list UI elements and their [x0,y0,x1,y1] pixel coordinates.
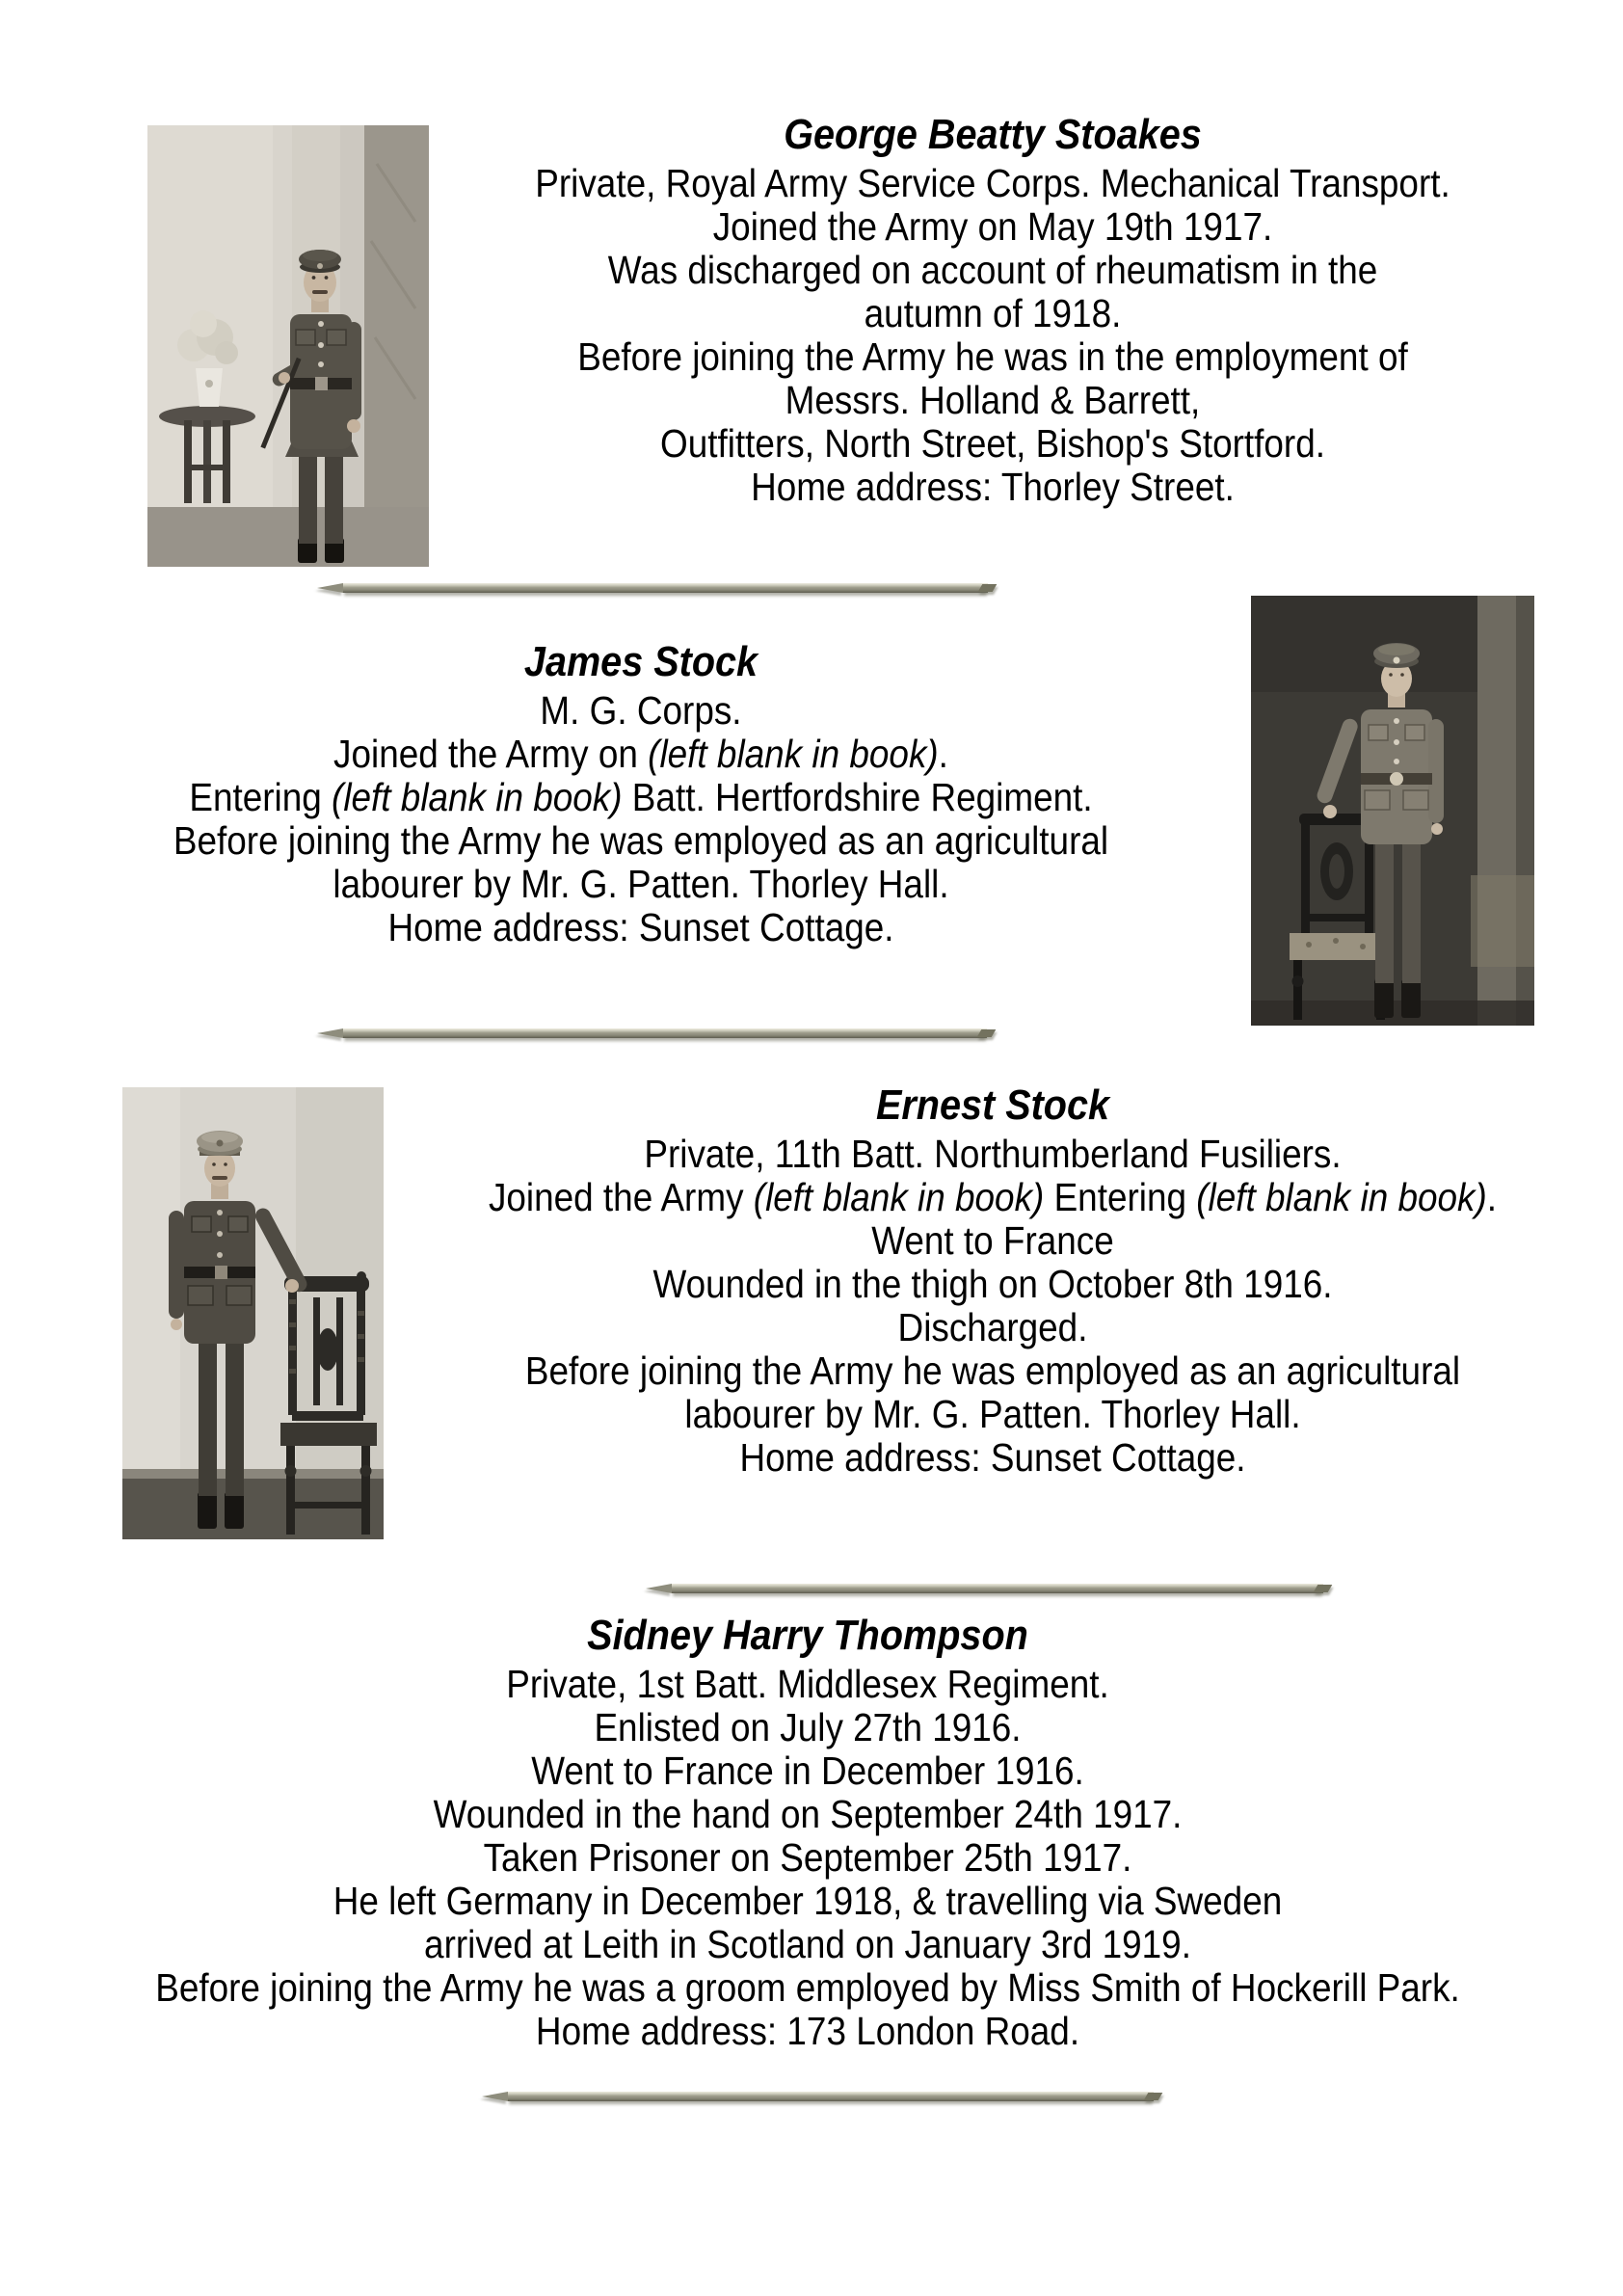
bio-line [446,1306,1539,1349]
text-segment: (left blank in book) [648,732,939,776]
text-segment: Home address: Thorley Street. [751,465,1235,509]
ernest-stock-photo [122,1087,384,1539]
text-segment: arrived at Leith in Scotland on January 3rd 1919. [424,1922,1191,1966]
text-segment: Went to France [871,1218,1114,1263]
bio-line [148,1749,1467,1793]
bio-line [148,1706,1467,1749]
bio-line [446,1393,1539,1436]
text-segment: Entering [1044,1175,1197,1219]
text-segment: . [938,732,948,776]
bio-line [455,466,1530,509]
bio-line [94,906,1187,949]
bio-line [94,863,1187,906]
text-segment: (left blank in book) [1196,1175,1487,1219]
section-divider [343,583,988,593]
text-segment: He left Germany in December 1918, & travelling via Sweden [333,1879,1283,1923]
bio-line [94,819,1187,863]
text-segment: Messrs. Holland & Barrett, [785,378,1201,422]
soldier-portrait-image [122,1087,384,1539]
text-segment: Private, 1st Batt. Middlesex Regiment. [506,1662,1109,1706]
james-stock-photo [1251,596,1534,1026]
bio-line [446,1133,1539,1176]
bio-line [455,292,1530,335]
george-beatty-stoakes-photo [147,125,429,567]
text-segment: autumn of 1918. [864,291,1122,335]
bio-title: George Beatty Stoakes [784,111,1202,158]
text-segment: Home address: 173 London Road. [535,2009,1080,2053]
text-segment: Before joining the Army he was employed as an agricultural [524,1348,1461,1393]
bio-section-ernest-stock [386,1083,1600,1480]
bio-line [148,1880,1467,1923]
text-segment: Wounded in the thigh on October 8th 1916. [652,1262,1333,1306]
text-segment: labourer by Mr. G. Patten. Thorley Hall. [333,862,949,906]
text-segment: (left blank in book) [753,1175,1045,1219]
bio-line [455,162,1530,205]
bio-title: Ernest Stock [875,1081,1110,1129]
bio-title: Sidney Harry Thompson [587,1612,1028,1659]
text-segment: Home address: Sunset Cottage. [387,905,894,949]
bio-line [446,1176,1539,1219]
bio-line [455,249,1530,292]
section-divider [343,1028,987,1038]
text-segment: Was discharged on account of rheumatism in the [607,248,1378,292]
bio-line [446,1436,1539,1480]
soldier-portrait-image [147,125,429,567]
soldier-portrait-image [1251,596,1534,1026]
section-divider [508,2092,1154,2101]
text-segment: Joined the Army [488,1175,754,1219]
bio-line [455,205,1530,249]
text-segment: Outfitters, North Street, Bishop's Stortford. [660,421,1325,466]
bio-line [94,689,1187,733]
text-segment: (left blank in book) [332,775,623,819]
bio-line [148,1793,1467,1836]
bio-line [94,776,1187,819]
text-segment: labourer by Mr. G. Patten. Thorley Hall. [684,1392,1301,1436]
text-segment: Entering [189,775,333,819]
text-segment: Batt. Hertfordshire Regiment. [622,775,1093,819]
bio-line [94,733,1187,776]
text-segment: Enlisted on July 27th 1916. [594,1705,1022,1749]
text-segment: Private, Royal Army Service Corps. Mechanical Transport. [535,161,1450,205]
text-segment: Before joining the Army he was a groom employed by Miss Smith of Hockerill Park. [155,1965,1460,2010]
bio-title: James Stock [523,638,758,685]
text-segment: Wounded in the hand on September 24th 1917. [433,1792,1183,1836]
text-segment: Joined the Army on May 19th 1917. [712,204,1273,249]
text-segment: Went to France in December 1916. [531,1749,1084,1793]
text-segment: Taken Prisoner on September 25th 1917. [483,1835,1132,1880]
text-segment: . [1486,1175,1498,1219]
bio-line [455,335,1530,379]
bio-line [446,1263,1539,1306]
bio-line [446,1349,1539,1393]
text-segment: Before joining the Army he was employed as an agricultural [173,818,1109,863]
bio-line [455,422,1530,466]
bio-section-george-beatty-stoakes [395,113,1590,509]
bio-line [446,1219,1539,1263]
bio-section-sidney-harry-thompson [75,1614,1540,2053]
section-divider [672,1584,1323,1593]
bio-line [148,1663,1467,1706]
text-segment: Discharged. [897,1305,1088,1349]
text-segment: Before joining the Army he was in the employment of [577,334,1408,379]
bio-line [148,2010,1467,2053]
bio-line [148,1836,1467,1880]
text-segment: Home address: Sunset Cottage. [739,1435,1246,1480]
text-segment: Joined the Army on [333,732,649,776]
bio-line [148,1923,1467,1966]
bio-line [455,379,1530,422]
text-segment: Private, 11th Batt. Northumberland Fusiliers. [644,1132,1342,1176]
bio-line [148,1966,1467,2010]
bio-section-james-stock [34,640,1248,949]
text-segment: M. G. Corps. [540,688,742,733]
